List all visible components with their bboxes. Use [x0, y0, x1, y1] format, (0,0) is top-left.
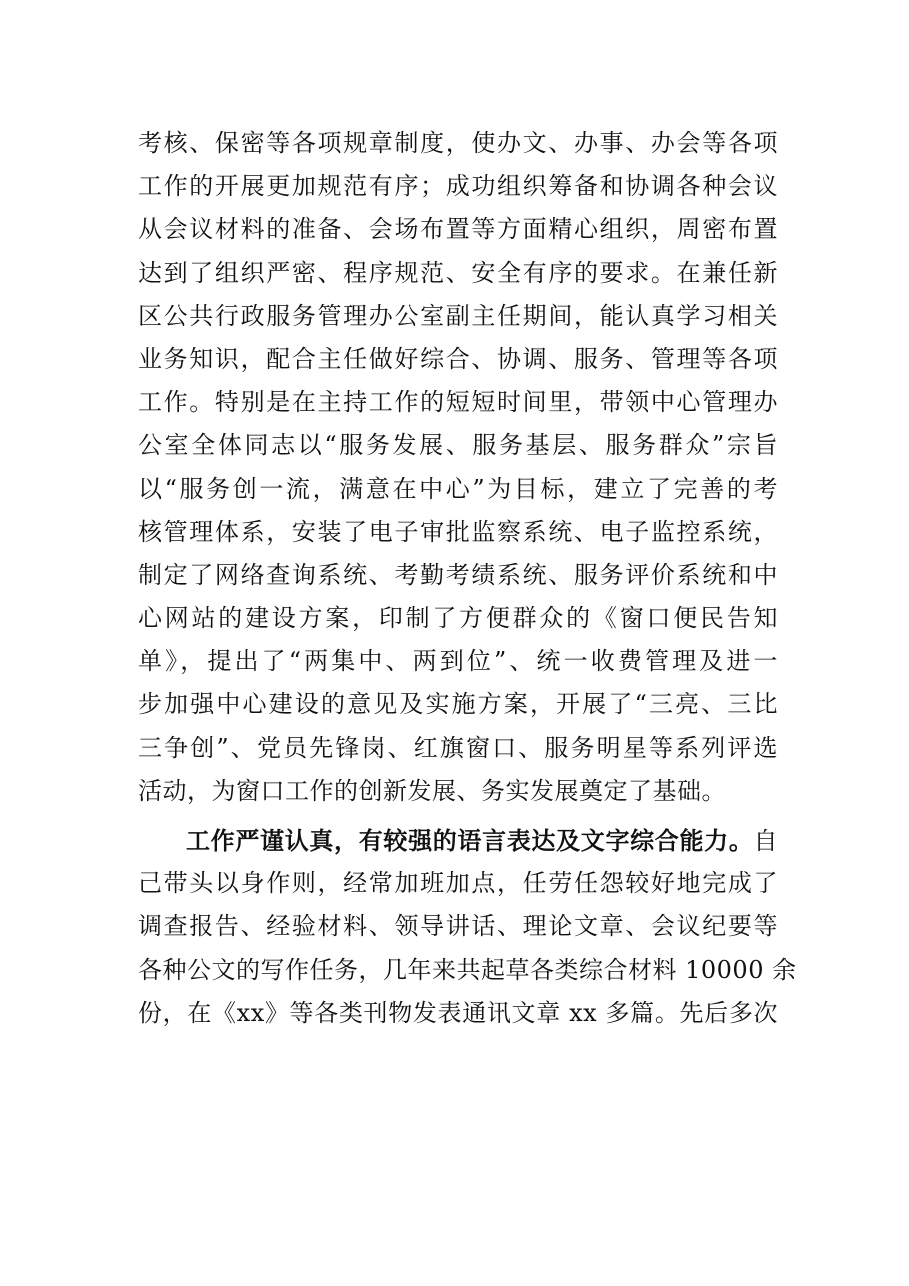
paragraph-heading: 工作严谨认真，有较强的语言表达及文字综合能力。 — [186, 826, 754, 855]
text-line: 制定了网络查询系统、考勤考绩系统、服务评价系统和中 — [138, 560, 778, 589]
paragraph-2 — [138, 819, 797, 1035]
text-line: 业务知识，配合主任做好综合、协调、服务、管理等各项 — [138, 344, 778, 373]
text-line: 公室全体同志以“服务发展、服务基层、服务群众”宗旨 — [138, 431, 778, 460]
text-line: 达到了组织严密、程序规范、安全有序的要求。在兼任新 — [138, 258, 778, 287]
text-line: 步加强中心建设的意见及实施方案，开展了“三亮、三比 — [138, 690, 778, 719]
text-line: 各种公文的写作任务，几年来共起草各类综合材料 10000 余 — [138, 955, 797, 984]
text-line: 调查报告、经验材料、领导讲话、理论文章、会议纪要等 — [138, 912, 778, 941]
text-line: 心网站的建设方案，印制了方便群众的《窗口便民告知 — [138, 604, 778, 633]
text-line: 单》，提出了“两集中、两到位”、统一收费管理及进一 — [138, 647, 778, 676]
text-line: 三争创”、党员先锋岗、红旗窗口、服务明星等系列评选 — [138, 733, 778, 762]
paragraph-1 — [138, 122, 778, 813]
text-line: 核管理体系，安装了电子审批监察系统、电子监控系统， — [138, 517, 778, 546]
paragraph-text: 自 — [753, 827, 778, 855]
text-line: 工作。特别是在主持工作的短短时间里，带领中心管理办 — [138, 388, 778, 417]
text-line: 己带头以身作则，经常加班加点，任劳任怨较好地完成了 — [138, 869, 778, 898]
text-line: 工作的开展更加规范有序；成功组织筹备和协调各种会议 — [138, 172, 778, 201]
text-line: 以“服务创一流，满意在中心”为目标，建立了完善的考 — [138, 474, 778, 503]
text-line: 份，在《xx》等各类刊物发表通讯文章 xx 多篇。先后多次 — [138, 998, 778, 1027]
text-line: 活动，为窗口工作的创新发展、务实发展奠定了基础。 — [138, 776, 726, 805]
paragraph-2-first-line — [138, 819, 778, 862]
text-line: 从会议材料的准备、会场布置等方面精心组织，周密布置 — [138, 215, 778, 244]
text-line: 考核、保密等各项规章制度，使办文、办事、办会等各项 — [138, 129, 778, 157]
body-text — [138, 122, 797, 1035]
text-line: 区公共行政服务管理办公室副主任期间，能认真学习相关 — [138, 301, 778, 330]
